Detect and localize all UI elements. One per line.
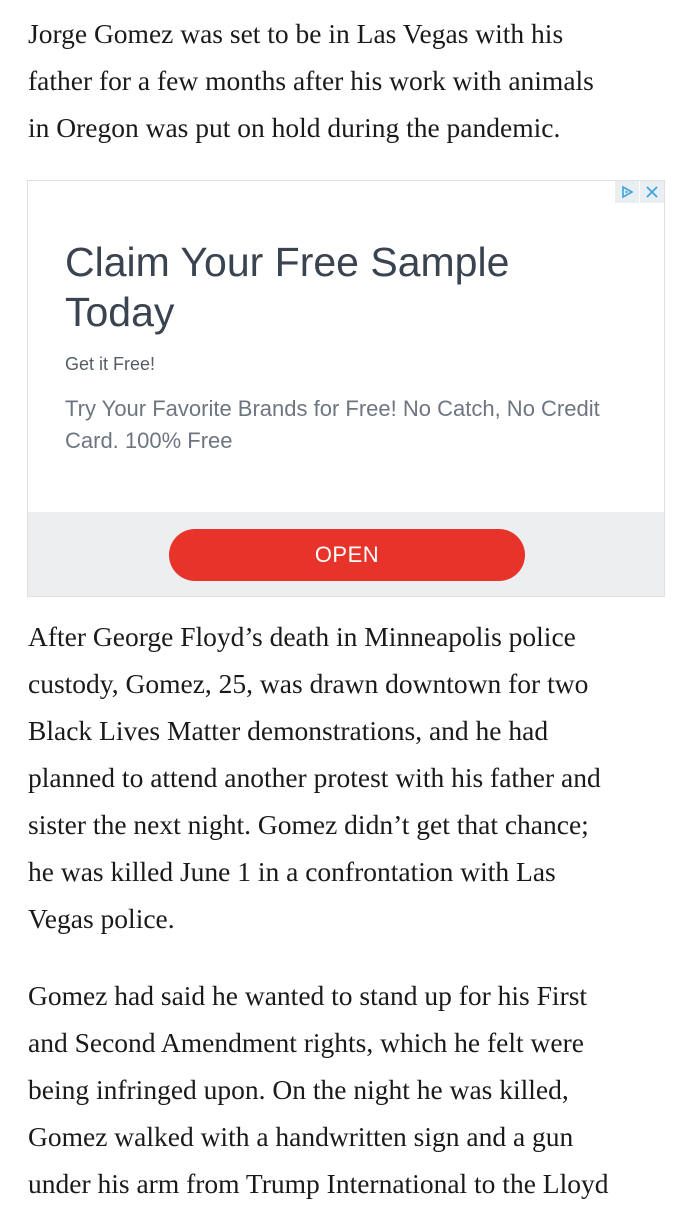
paragraph-line: Gomez walked with a handwritten sign and a gun bbox=[28, 1121, 574, 1152]
paragraph-line: After George Floyd’s death in Minneapolis police bbox=[28, 621, 576, 652]
close-icon[interactable] bbox=[640, 181, 664, 203]
paragraph-line: he was killed June 1 in a confrontation with Las bbox=[28, 856, 556, 887]
ad-footer bbox=[28, 512, 664, 597]
paragraph-line: father for a few months after his work with animals bbox=[28, 65, 594, 96]
paragraph-line: Vegas police. bbox=[28, 903, 175, 934]
adchoices-icon[interactable] bbox=[615, 181, 639, 203]
article-paragraph bbox=[28, 10, 594, 151]
paragraph-line: Black Lives Matter demonstrations, and he had bbox=[28, 715, 549, 746]
paragraph-line: planned to attend another protest with his father and bbox=[28, 762, 601, 793]
ad-badges bbox=[614, 181, 664, 203]
paragraph-line: under his arm from Trump International to the Lloyd bbox=[28, 1168, 609, 1199]
article-paragraph bbox=[28, 613, 601, 942]
ad-description: Try Your Favorite Brands for Free! No Catch, No Credit Card. 100% Free bbox=[65, 396, 600, 453]
open-button[interactable]: OPEN bbox=[169, 529, 525, 581]
paragraph-line: Gomez had said he wanted to stand up for his First bbox=[28, 980, 588, 1011]
paragraph-line: being infringed upon. On the night he was killed, bbox=[28, 1074, 569, 1105]
ad-subtitle: Get it Free! bbox=[65, 354, 156, 374]
article-paragraph bbox=[28, 972, 608, 1207]
paragraph-line: and Second Amendment rights, which he felt were bbox=[28, 1027, 584, 1058]
ad-unit[interactable] bbox=[27, 180, 665, 597]
paragraph-line: custody, Gomez, 25, was drawn downtown for two bbox=[28, 668, 589, 699]
ad-title[interactable]: Claim Your Free Sample Today bbox=[65, 239, 510, 335]
paragraph-line: Jorge Gomez was set to be in Las Vegas with his bbox=[28, 18, 564, 49]
paragraph-line: in Oregon was put on hold during the pandemic. bbox=[28, 112, 561, 143]
paragraph-line: sister the next night. Gomez didn’t get that chance; bbox=[28, 809, 589, 840]
